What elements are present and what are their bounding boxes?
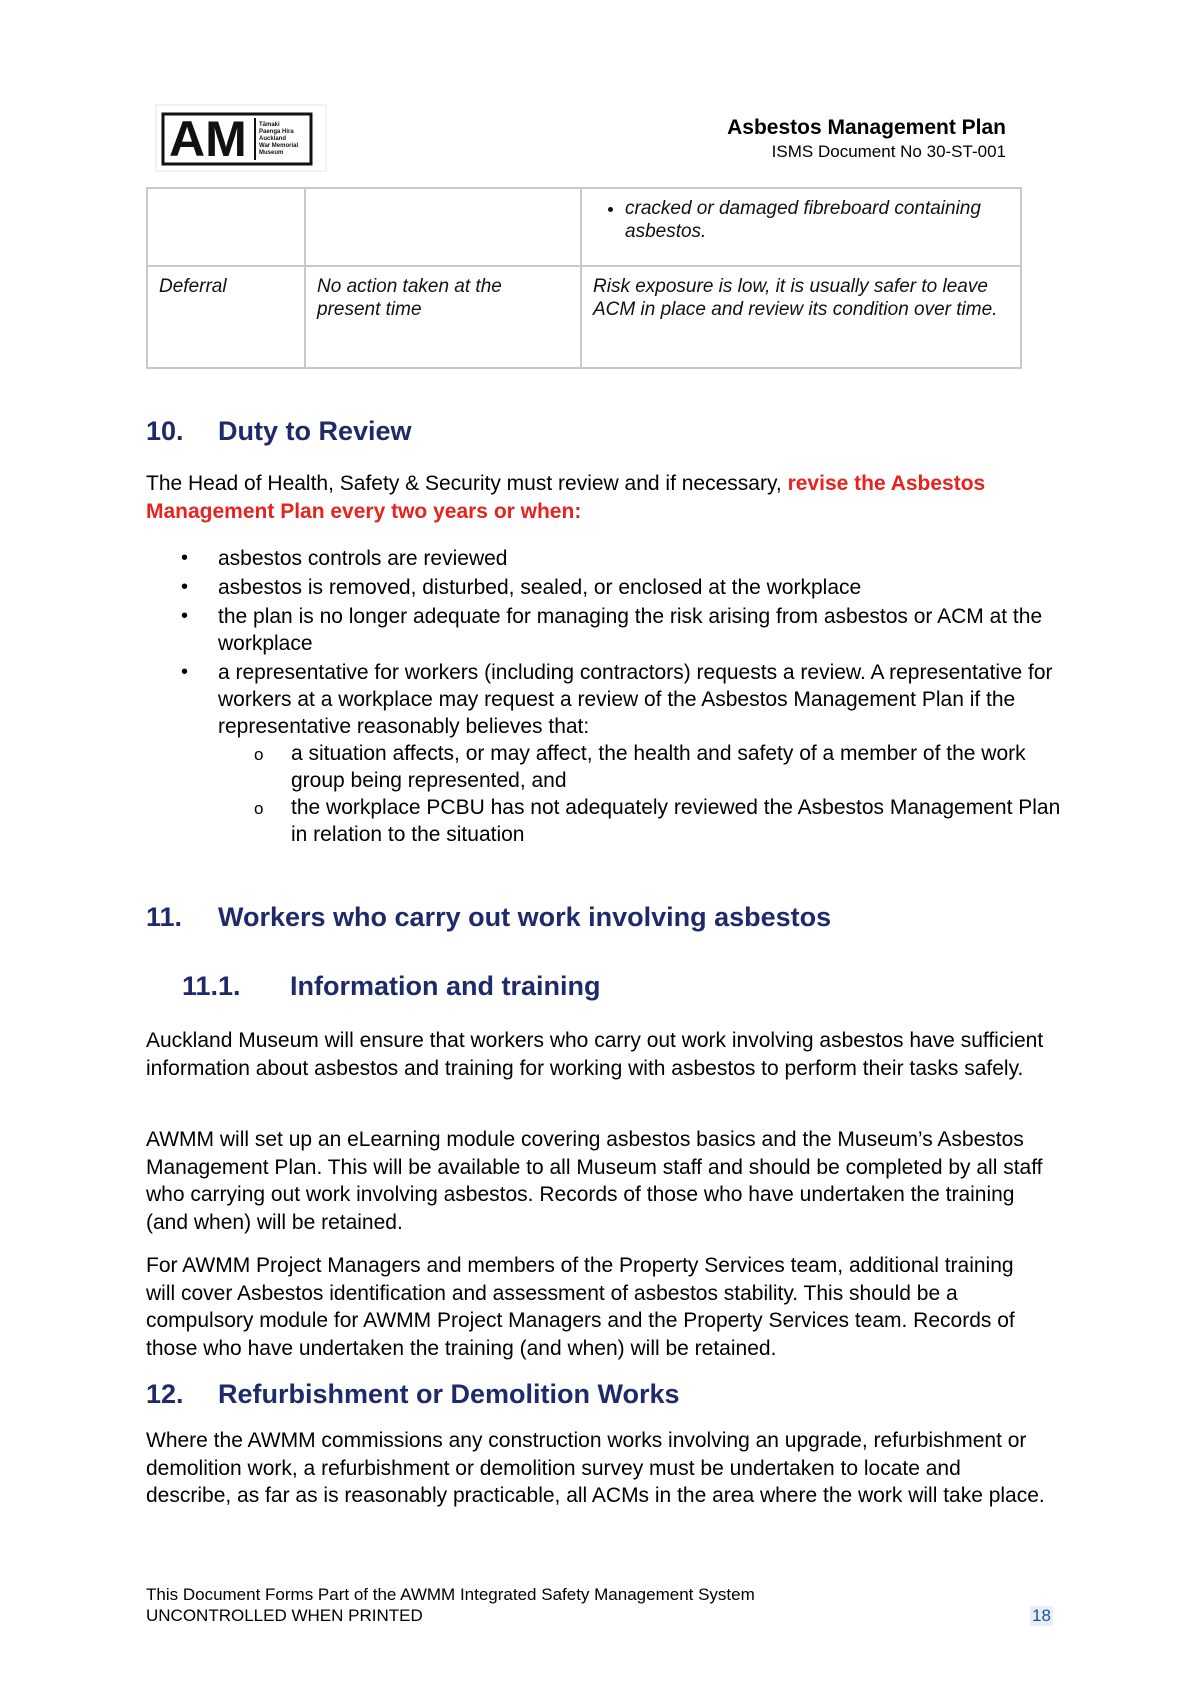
section-10-intro (146, 470, 1046, 525)
subsection-title: Information and training (290, 971, 601, 1001)
review-triggers-list (146, 545, 1066, 850)
table-bullet: • cracked or damaged fibreboard containing asbestos. (625, 197, 1010, 243)
logo-text: Tāmaki Paenga Hira Auckland War Memorial Museum (259, 122, 299, 156)
table-row (147, 266, 1021, 368)
list-item-text: a representative for workers (including contractors) requests a review. A representative for workers at a workplace may request a review of the Asbestos Management Plan if the representative reasonably believes that: (218, 661, 1053, 738)
section-number: 12. (146, 1379, 184, 1409)
section-11-paragraph-2: AWMM will set up an eLearning module covering asbestos basics and the Museum’s Asbestos Management Plan. This will be available to all Museum staff and should be completed by all staff who carrying out work involving asbestos. Records of those who have undertaken the training (and when) will be retained. (146, 1128, 1043, 1234)
section-10-heading (146, 416, 412, 447)
footer-uncontrolled-note: UNCONTROLLED WHEN PRINTED (146, 1606, 423, 1625)
page-number: 18 (1032, 1606, 1051, 1625)
document-title: Asbestos Management Plan (727, 116, 1006, 139)
list-item: • the plan is no longer adequate for managing the risk arising from asbestos or ACM at the workplace (146, 603, 1066, 657)
section-number: 11. (146, 902, 183, 932)
section-12-paragraph-1: Where the AWMM commissions any construction works involving an upgrade, refurbishment or demolition work, a refurbishment or demolition survey must be undertaken to locate and describe, as far as is reasonably practicable, all ACMs in the area where the work will take place. (146, 1429, 1045, 1507)
sub-list (218, 740, 1066, 848)
section-number: 10. (146, 416, 184, 446)
list-item: • asbestos is removed, disturbed, sealed, or enclosed at the workplace (146, 574, 1066, 601)
section-11-heading (146, 902, 831, 933)
table-row (147, 188, 1021, 266)
subsection-number: 11.1. (182, 971, 241, 1001)
intro-text: The Head of Health, Safety & Security must review and if necessary, (146, 472, 788, 495)
museum-logo (155, 104, 327, 172)
list-item: • asbestos controls are reviewed (146, 545, 1066, 572)
sub-list-item: o a situation affects, or may affect, the health and safety of a member of the work group being represented, and (218, 740, 1066, 794)
section-title: Refurbishment or Demolition Works (218, 1379, 680, 1409)
list-item (146, 659, 1066, 848)
document-number: ISMS Document No 30-ST-001 (771, 142, 1006, 161)
table-cell: Risk exposure is low, it is usually safer to leave ACM in place and review its condition over time. (581, 266, 1021, 368)
section-11-paragraph-3: For AWMM Project Managers and members of the Property Services team, additional training will cover Asbestos identification and assessment of asbestos stability. This should be a compulsory module for AWMM Project Managers and the Property Services team. Records of those who have undertaken the training (and when) will be retained. (146, 1254, 1015, 1360)
sub-list-item: o the workplace PCBU has not adequately reviewed the Asbestos Management Plan in relation to the situation (218, 794, 1066, 848)
table-cell (305, 188, 581, 266)
risk-control-table (146, 187, 1022, 369)
table-cell: No action taken at the present time (305, 266, 581, 368)
intro-highlight: revise the Asbestos Management Plan every two years or when: (146, 472, 986, 523)
logo-letters: AM (169, 111, 247, 167)
table-cell: Deferral (147, 266, 305, 368)
section-12-heading (146, 1379, 680, 1410)
section-title: Duty to Review (218, 416, 412, 446)
footer-system-note: This Document Forms Part of the AWMM Integrated Safety Management System (146, 1585, 755, 1604)
table-cell (581, 188, 1021, 266)
section-title: Workers who carry out work involving asbestos (218, 902, 832, 932)
table-cell (147, 188, 305, 266)
section-11-paragraph-1: Auckland Museum will ensure that workers who carry out work involving asbestos have sufficient information about asbestos and training for working with asbestos to perform their tasks safely. (146, 1029, 1044, 1080)
section-11-1-heading (182, 971, 601, 1002)
